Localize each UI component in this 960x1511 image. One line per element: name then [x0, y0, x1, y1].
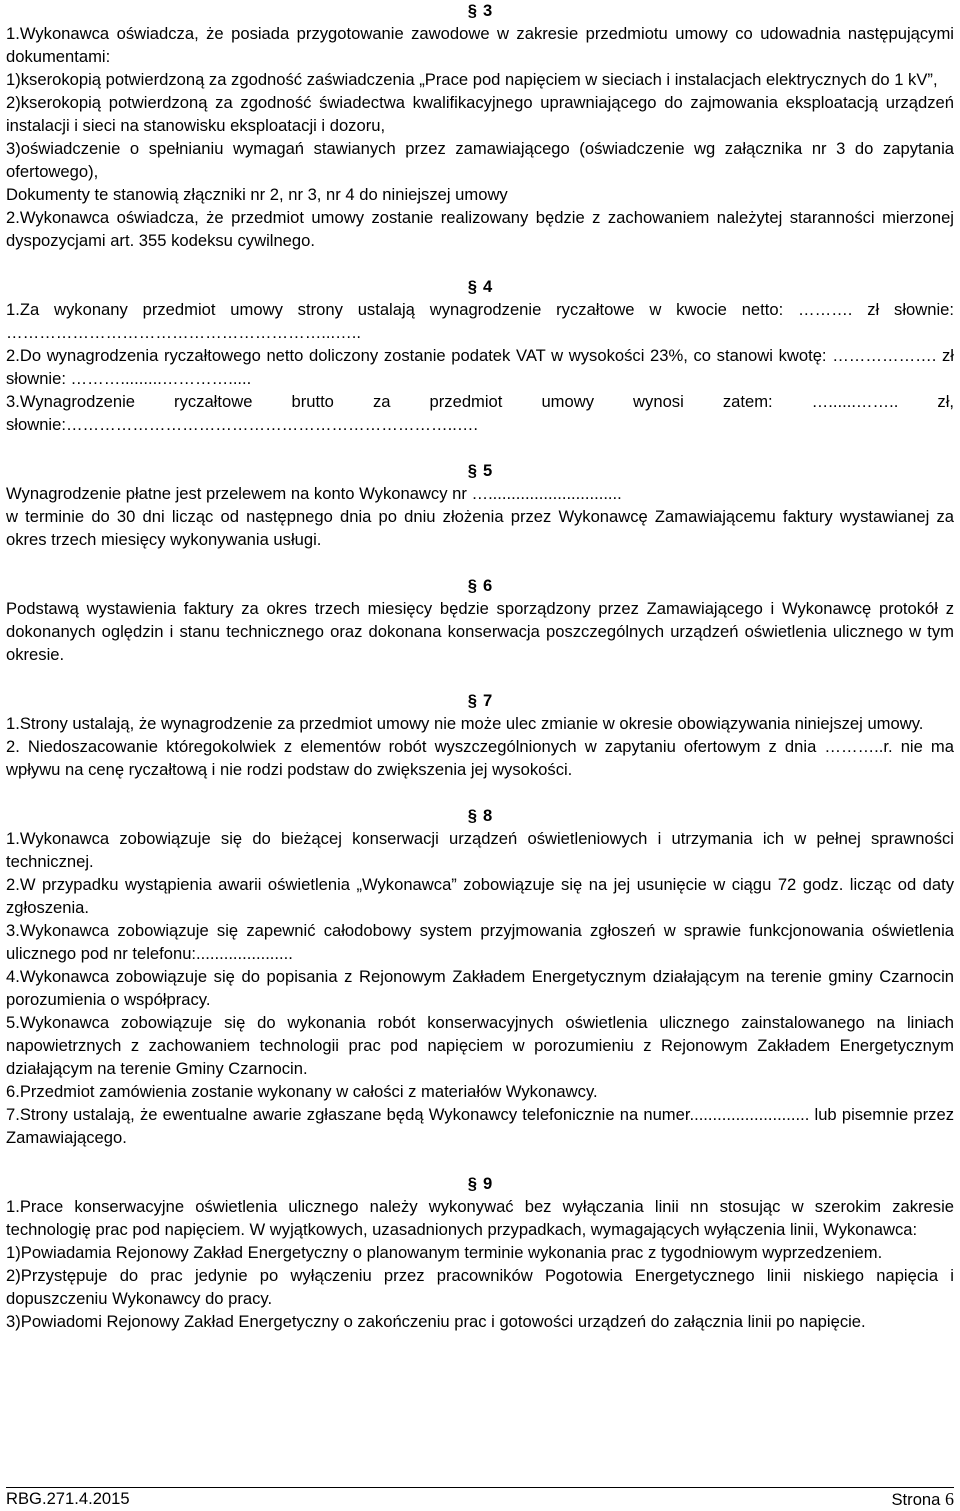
section-heading-6 — [6, 574, 954, 597]
section-9-paragraph: 2)Przystępuje do prac jedynie po wyłączeniu przez pracowników Pogotowia Energetycznego linii niskiego napięcia i dopuszczeniu Wykonawcy do pracy. — [6, 1266, 954, 1308]
section-number: 8 — [483, 806, 493, 825]
section-5-paragraph: Wynagrodzenie płatne jest przelewem na konto Wykonawcy nr …............................. — [6, 484, 622, 503]
section-symbol: § — [467, 806, 477, 825]
section-7-paragraph: 1.Strony ustalają, że wynagrodzenie za przedmiot umowy nie może ulec zmianie w okresie obowiązywania niniejszej umowy. — [6, 714, 924, 733]
section-heading-7 — [6, 689, 954, 712]
section-number: 7 — [483, 691, 493, 710]
section-symbol: § — [467, 461, 477, 480]
section-8-paragraph: 1.Wykonawca zobowiązuje się do bieżącej konserwacji urządzeń oświetleniowych i utrzymania ich w pełnej sprawności technicznej. — [6, 829, 954, 871]
section-3-paragraph: 3)oświadczenie o spełnianiu wymagań stawianych przez zamawiającego (oświadczenie wg załącznika nr 3 do zapytania ofertowego), — [6, 139, 954, 181]
section-8-paragraph: 2.W przypadku wystąpienia awarii oświetlenia „Wykonawca” zobowiązuje się na jej usunięcie w ciągu 72 godz. licząc od daty zgłoszenia. — [6, 875, 954, 917]
section-8-paragraph: 7.Strony ustalają, że ewentualne awarie zgłaszane będą Wykonawcy telefonicznie na numer.......................... lub pisemnie przez Zamawiającego. — [6, 1105, 954, 1147]
section-heading-4 — [6, 275, 954, 298]
section-number: 6 — [483, 576, 493, 595]
section-9-paragraph: 3)Powiadomi Rejonowy Zakład Energetyczny o zakończeniu prac i gotowości urządzeń do załącznia linii po napięcie. — [6, 1312, 866, 1331]
section-4-paragraph: 1.Za wykonany przedmiot umowy strony ustalają wynagrodzenie ryczałtowe w kwocie netto: ………. zł słownie: …………………………………………………...….. — [6, 300, 954, 342]
section-3-paragraph: 2.Wykonawca oświadcza, że przedmiot umowy zostanie realizowany będzie z zachowaniem należytej staranności mierzonej dyspozycjami art. 355 kodeksu cywilnego. — [6, 208, 954, 250]
footer-rule — [6, 1487, 954, 1488]
section-heading-3 — [6, 0, 954, 22]
section-8-paragraph: 5.Wykonawca zobowiązuje się do wykonania robót konserwacyjnych oświetlenia ulicznego zainstalowanego na liniach napowietrznych z zachowaniem technologii prac pod napięciem w porozumieniu z Rejonowym Zakładem Energetycznym działającym na terenie Gminy Czarnocin. — [6, 1013, 954, 1078]
section-3-paragraph: 1.Wykonawca oświadcza, że posiada przygotowanie zawodowe w zakresie przedmiotu umowy co udowadnia następującymi dokumentami: — [6, 24, 954, 66]
page-number-value: 6 — [945, 1489, 954, 1509]
section-number: 3 — [483, 1, 493, 20]
section-8-paragraph: 4.Wykonawca zobowiązuje się do popisania z Rejonowym Zakładem Energetycznym działającym na terenie gminy Czarnocin porozumienia o współpracy. — [6, 967, 954, 1009]
page-number — [891, 1488, 954, 1511]
section-4-paragraph: 2.Do wynagrodzenia ryczałtowego netto doliczony zostanie podatek VAT w wysokości 23%, co stanowi kwotę: ………………. zł słownie: ……….........…………..... — [6, 346, 954, 388]
section-8-paragraph: 6.Przedmiot zamówienia zostanie wykonany w całości z materiałów Wykonawcy. — [6, 1082, 598, 1101]
document-body — [6, 0, 954, 1333]
section-symbol: § — [467, 1174, 477, 1193]
section-symbol: § — [467, 277, 477, 296]
section-4-paragraph: 3.Wynagrodzenie ryczałtowe brutto za przedmiot umowy wynosi zatem: …......…….. zł, słownie:……………………………………………………………..…. — [6, 392, 954, 434]
section-heading-9 — [6, 1172, 954, 1195]
section-5-paragraph: w terminie do 30 dni licząc od następnego dnia po dniu złożenia przez Wykonawcę Zamawiającemu faktury wystawianej za okres trzech miesięcy wykonywania usługi. — [6, 507, 954, 549]
page-footer — [6, 1487, 954, 1509]
section-symbol: § — [467, 691, 477, 710]
section-3-paragraph: 1)kserokopią potwierdzoną za zgodność zaświadczenia „Prace pod napięciem w sieciach i instalacjach elektrycznych do 1 kV”, — [6, 70, 938, 89]
section-symbol: § — [467, 1, 477, 20]
section-number: 9 — [483, 1174, 493, 1193]
section-8-paragraph: 3.Wykonawca zobowiązuje się zapewnić całodobowy system przyjmowania zgłoszeń w sprawie funkcjonowania oświetlenia ulicznego pod nr telefonu:..................... — [6, 921, 954, 963]
section-7-paragraph: 2. Niedoszacowanie któregokolwiek z elementów robót wyszczególnionych w zapytaniu ofertowym z dnia ………..r. nie ma wpływu na cenę ryczałtową i nie rodzi podstaw do zwiększenia jej wysokości. — [6, 737, 954, 779]
section-symbol: § — [467, 576, 477, 595]
section-heading-8 — [6, 804, 954, 827]
section-9-paragraph: 1.Prace konserwacyjne oświetlenia ulicznego należy wykonywać bez wyłączania linii nn stosując w szerokim zakresie technologię prac pod napięciem. W wyjątkowych, uzasadnionych przypadkach, wymagających wyłączenia linii, Wykonawca: — [6, 1197, 954, 1239]
section-9-paragraph: 1)Powiadamia Rejonowy Zakład Energetyczny o planowanym terminie wykonania prac z tygodniowym wyprzedzeniem. — [6, 1243, 883, 1262]
section-3-paragraph: Dokumenty te stanowią złączniki nr 2, nr 3, nr 4 do niniejszej umowy — [6, 185, 508, 204]
section-3-paragraph: 2)kserokopią potwierdzoną za zgodność świadectwa kwalifikacyjnego uprawniającego do zajmowania eksploatacją urządzeń instalacji i sieci na stanowisku eksploatacji i dozoru, — [6, 93, 954, 135]
page-label: Strona — [891, 1490, 941, 1509]
section-heading-5 — [6, 459, 954, 482]
section-6-paragraph: Podstawą wystawienia faktury za okres trzech miesięcy będzie sporządzony przez Zamawiającego i Wykonawcę protokół z dokonanych oględzin i stanu technicznego oraz dokonana konserwacja poszczególnych urządzeń oświetlenia ulicznego w tym okresie. — [6, 599, 954, 664]
document-reference: RBG.271.4.2015 — [6, 1489, 130, 1508]
section-number: 4 — [483, 277, 493, 296]
section-number: 5 — [483, 461, 493, 480]
